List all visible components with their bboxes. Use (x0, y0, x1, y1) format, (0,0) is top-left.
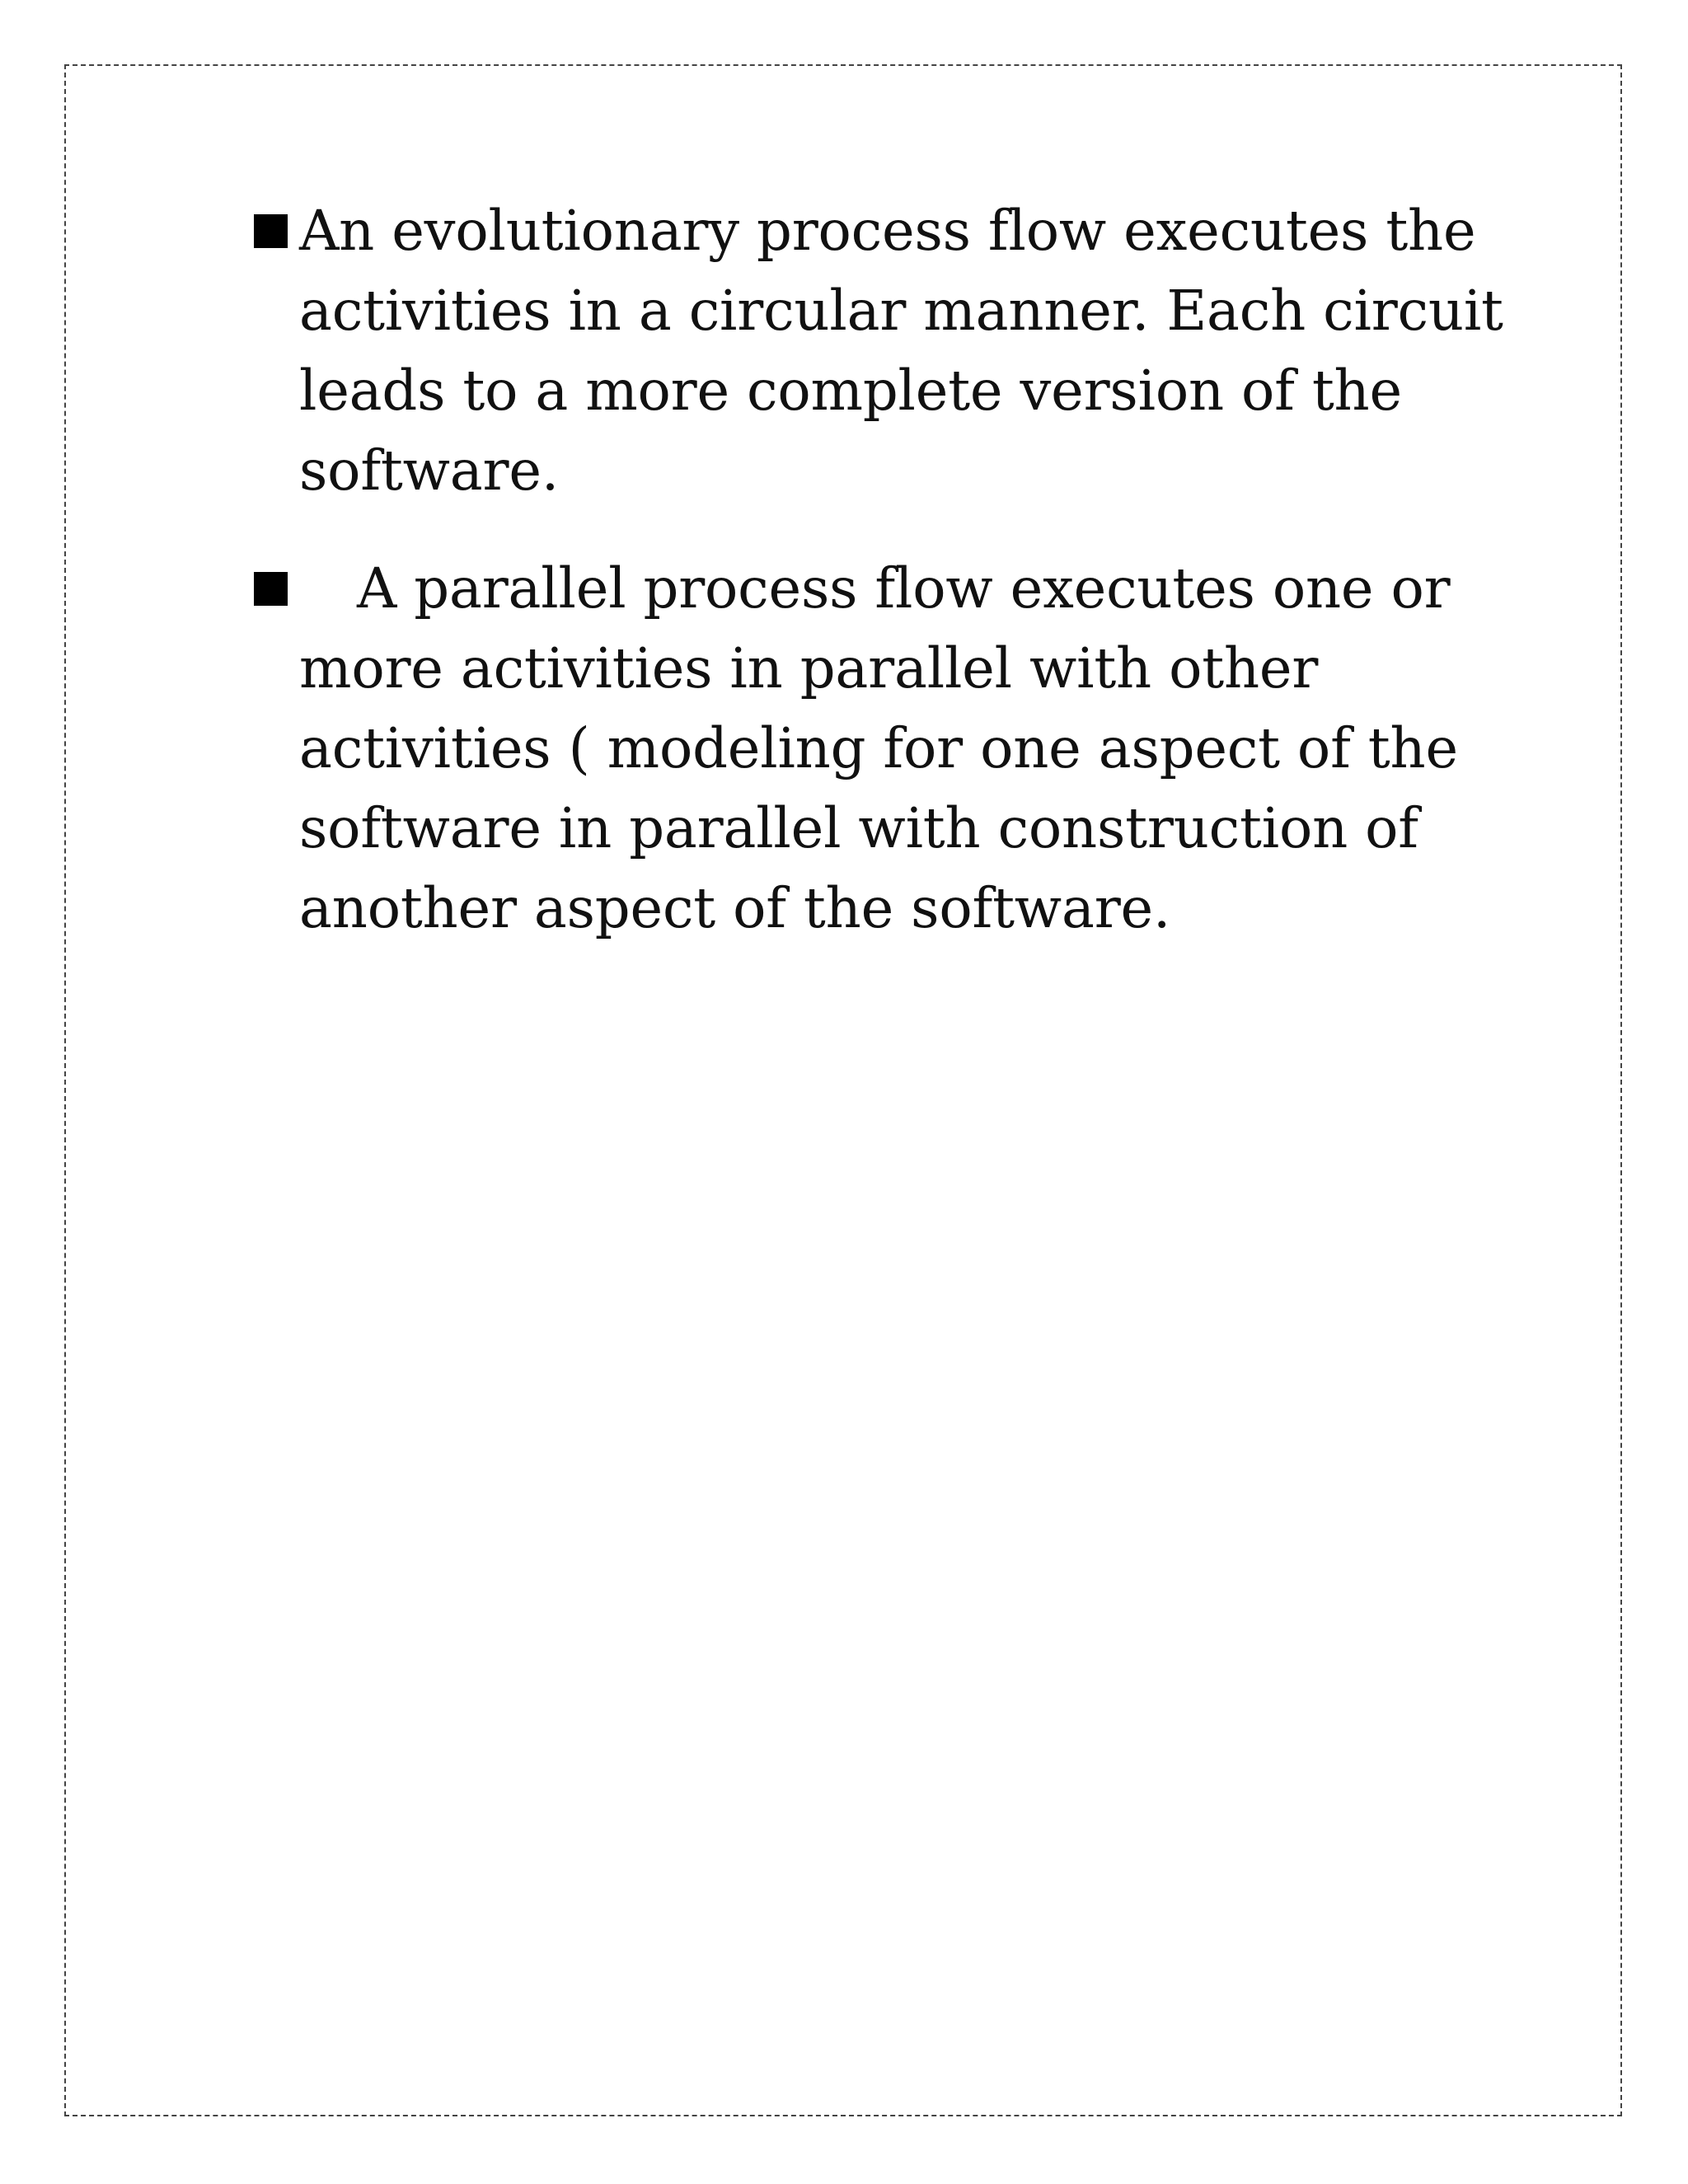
bullet-text (299, 549, 1507, 949)
bullet-text-content: A parallel process flow executes one or more activities in parallel with other activities ( modeling for one aspect of the software in parallel with construction of another aspect of the software. (299, 556, 1458, 940)
square-bullet-icon (254, 572, 288, 606)
square-bullet-icon (254, 214, 288, 248)
bullet-item-parallel-flow (254, 549, 1507, 949)
bullet-item-evolutionary-flow (254, 191, 1507, 511)
bullet-text: An evolutionary process flow executes the activities in a circular manner. Each circuit leads to a more complete version of the software. (299, 199, 1503, 503)
document-body (254, 191, 1507, 949)
